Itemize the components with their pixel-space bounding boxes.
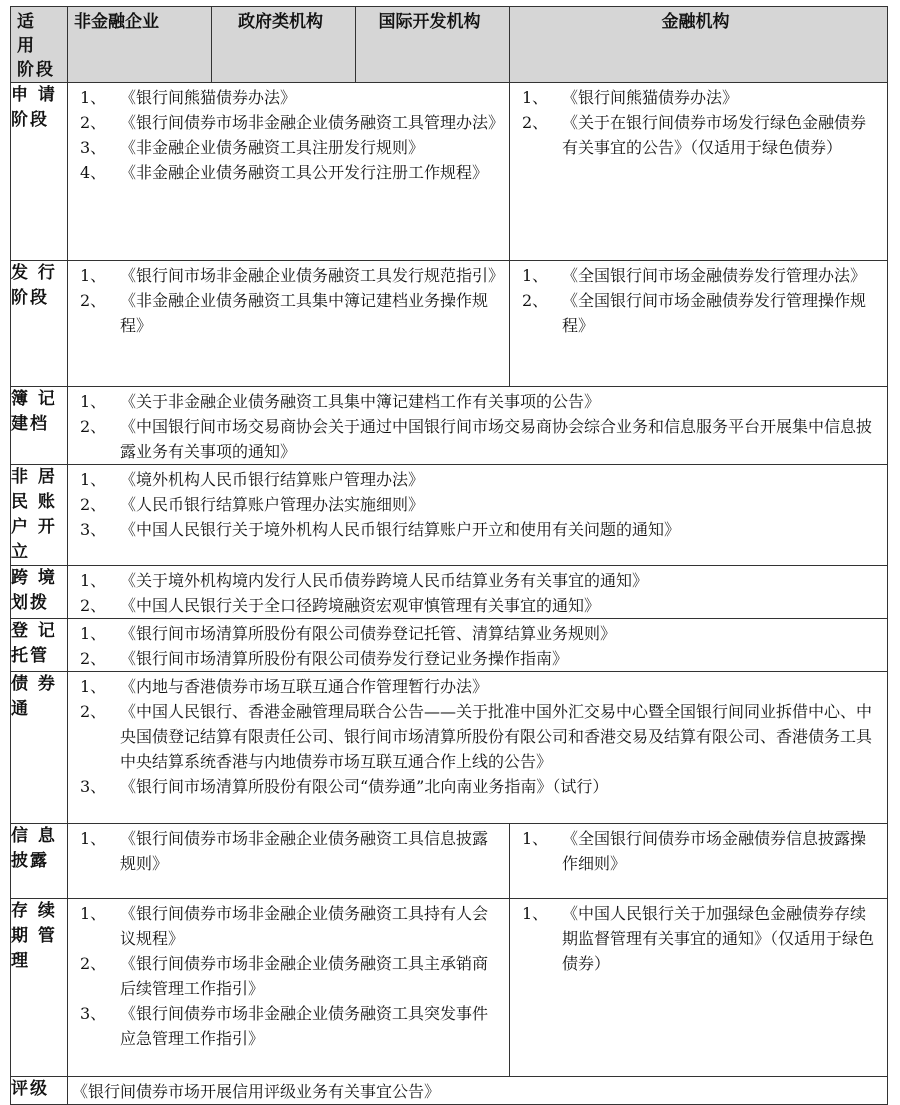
stage-account: 非 居 民 账 户 开 立 [11,465,68,566]
item-title: 《全国银行间市场金融债券发行管理操作规程》 [562,291,867,335]
regulation-item [76,826,501,876]
disclosure-fin-cell [510,824,888,899]
regulation-item [76,646,879,671]
regulation-item [76,288,501,338]
regulation-item [76,110,505,135]
item-title: 《银行间熊猫债券办法》 [120,88,297,107]
item-number: 1、 [80,624,107,643]
item-number: 3、 [80,520,107,539]
header-non-financial: 非金融企业 [68,7,212,83]
item-number: 2、 [80,291,107,310]
custody-cell [68,619,888,672]
regulation-item [518,263,879,288]
item-number: 1、 [80,904,107,923]
header-government: 政府类机构 [212,7,356,83]
header-international: 国际开发机构 [356,7,510,83]
stage-apply: 申 请 阶段 [11,83,68,261]
row-disclosure [11,824,888,899]
item-title: 《内地与香港债券市场互联互通合作管理暂行办法》 [120,677,489,696]
header-financial: 金融机构 [510,7,888,83]
issue-fin-cell [510,261,888,387]
duration-fin-cell [510,899,888,1077]
item-number: 1、 [80,88,107,107]
header-stage: 适 用 阶段 [11,7,68,83]
regulation-item [76,774,879,799]
row-issue [11,261,888,387]
item-number: 2、 [522,291,549,310]
item-title: 《银行间债券市场非金融企业债务融资工具突发事件应急管理工作指引》 [120,1004,489,1048]
stage-crossborder: 跨 境 划拨 [11,566,68,619]
item-number: 2、 [80,113,107,132]
item-title: 《中国人民银行关于全口径跨境融资宏观审慎管理有关事宜的通知》 [120,596,601,615]
item-number: 2、 [80,954,107,973]
regulation-item [76,674,879,699]
item-number: 1、 [80,266,107,285]
item-number: 3、 [80,777,107,796]
regulation-item [76,699,879,774]
item-title: 《银行间市场清算所股份有限公司债券登记托管、清算结算业务规则》 [120,624,617,643]
item-title: 《中国人民银行关于加强绿色金融债券存续期监督管理有关事宜的通知》（仅适用于绿色债券） [562,904,875,973]
item-number: 2、 [522,113,549,132]
header-row [11,7,888,83]
stage-disclosure: 信 息 披露 [11,824,68,899]
item-title: 《非金融企业债务融资工具公开发行注册工作规程》 [120,163,489,182]
stage-issue: 发 行 阶段 [11,261,68,387]
bookbuild-cell [68,387,888,465]
regulation-item [76,85,501,110]
regulation-item [76,901,501,951]
regulation-item [76,467,879,492]
item-number: 1、 [522,904,549,923]
regulation-table [10,6,888,1105]
row-crossborder [11,566,888,619]
row-rating [11,1077,888,1105]
stage-rating: 评级 [11,1077,68,1105]
row-account [11,465,888,566]
stage-bookbuild: 簿 记 建档 [11,387,68,465]
apply-nonfin-cell [68,83,510,261]
item-number: 1、 [522,88,549,107]
apply-fin-cell [510,83,888,261]
regulation-item [76,263,505,288]
item-number: 1、 [80,829,107,848]
item-number: 2、 [80,417,107,436]
stage-duration: 存 续 期 管 理 [11,899,68,1077]
regulation-item [518,826,879,876]
item-title: 《人民币银行结算账户管理办法实施细则》 [120,495,425,514]
row-bookbuild [11,387,888,465]
regulation-item [76,517,879,542]
item-number: 2、 [80,596,107,615]
item-title: 《关于境外机构境内发行人民币债券跨境人民币结算业务有关事宜的通知》 [120,571,649,590]
item-title: 《银行间债券市场非金融企业债务融资工具持有人会议规程》 [120,904,489,948]
item-title: 《非金融企业债务融资工具集中簿记建档业务操作规程》 [120,291,489,335]
disclosure-nonfin-cell [68,824,510,899]
regulation-item [76,1001,501,1051]
rating-cell [68,1077,888,1105]
item-title: 《非金融企业债务融资工具注册发行规则》 [120,138,425,157]
item-title: 《银行间熊猫债券办法》 [562,88,739,107]
issue-nonfin-cell [68,261,510,387]
regulation-item [76,593,879,618]
item-number: 1、 [80,392,107,411]
item-number: 3、 [80,138,107,157]
row-bondconnect [11,672,888,824]
rating-text: 《银行间债券市场开展信用评级业务有关事宜公告》 [72,1082,441,1101]
regulation-item [76,160,501,185]
item-number: 1、 [80,470,107,489]
item-title: 《中国人民银行、香港金融管理局联合公告——关于批准中国外汇交易中心暨全国银行间同业拆借中心、中央国债登记结算有限责任公司、银行间市场清算所股份有限公司和香港交易及结算有限公司、香港债务工具中央结算系统香港与内地债券市场互联互通合作上线的公告》 [120,702,873,771]
item-title: 《全国银行间市场金融债券发行管理办法》 [562,266,867,285]
item-number: 1、 [80,571,107,590]
item-title: 《银行间债券市场非金融企业债务融资工具主承销商后续管理工作指引》 [120,954,489,998]
item-number: 1、 [522,266,549,285]
account-cell [68,465,888,566]
item-number: 2、 [80,649,107,668]
item-title: 《中国人民银行关于境外机构人民币银行结算账户开立和使用有关问题的通知》 [120,520,681,539]
item-number: 3、 [80,1004,107,1023]
crossborder-cell [68,566,888,619]
bondconnect-cell [68,672,888,824]
item-number: 4、 [80,163,107,182]
item-title: 《银行间市场清算所股份有限公司“债券通”北向南业务指南》（试行） [120,777,609,796]
item-title: 《银行间债券市场非金融企业债务融资工具信息披露规则》 [120,829,489,873]
regulation-item [76,621,879,646]
regulation-item [518,288,879,338]
regulation-item [518,85,879,110]
item-title: 《关于在银行间债券市场发行绿色金融债券有关事宜的公告》（仅适用于绿色债券） [562,113,867,157]
duration-nonfin-cell [68,899,510,1077]
item-number: 2、 [80,495,107,514]
regulation-item [76,414,879,464]
item-title: 《境外机构人民币银行结算账户管理办法》 [120,470,425,489]
regulation-item [76,135,501,160]
regulation-item [76,568,879,593]
item-title: 《银行间债券市场非金融企业债务融资工具管理办法》 [120,113,505,132]
item-number: 2、 [80,702,107,721]
stage-custody: 登 记 托管 [11,619,68,672]
item-title: 《银行间市场清算所股份有限公司债券发行登记业务操作指南》 [120,649,569,668]
regulation-item [76,389,879,414]
item-title: 《全国银行间债券市场金融债券信息披露操作细则》 [562,829,867,873]
item-title: 《关于非金融企业债务融资工具集中簿记建档工作有关事项的公告》 [120,392,601,411]
item-number: 1、 [80,677,107,696]
stage-bondconnect: 债 券 通 [11,672,68,824]
row-apply [11,83,888,261]
row-custody [11,619,888,672]
row-duration [11,899,888,1077]
item-title: 《银行间市场非金融企业债务融资工具发行规范指引》 [120,266,505,285]
item-number: 1、 [522,829,549,848]
regulation-item [518,110,879,160]
regulation-item [518,901,879,976]
regulation-item [76,951,501,1001]
regulation-item [76,492,879,517]
item-title: 《中国银行间市场交易商协会关于通过中国银行间市场交易商协会综合业务和信息服务平台开展集中信息披露业务有关事项的通知》 [120,417,873,461]
